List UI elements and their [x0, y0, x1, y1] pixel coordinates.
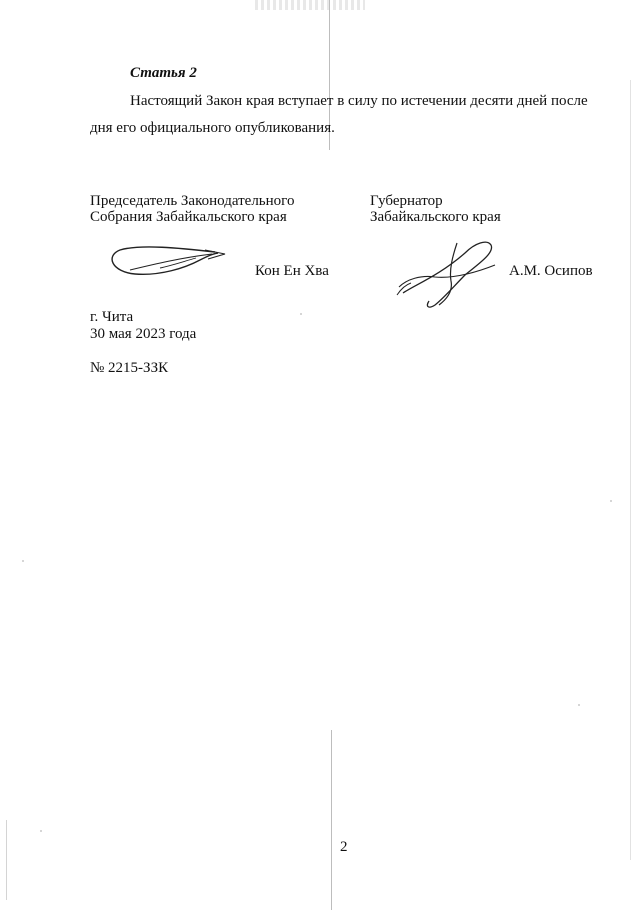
scan-header-noise [255, 0, 365, 10]
right-signatory-title-line-2: Забайкальского края [370, 209, 501, 225]
article-body-line-1: Настоящий Закон края вступает в силу по истечении десяти дней после [130, 93, 588, 109]
scan-speck [40, 830, 42, 832]
right-signature-image [395, 235, 505, 310]
scan-speck [22, 560, 24, 562]
left-signatory-title-line-2: Собрания Забайкальского края [90, 209, 287, 225]
right-signatory-title-line-1: Губернатор [370, 193, 443, 209]
scan-left-edge [6, 820, 7, 900]
left-signatory-name: Кон Ен Хва [255, 263, 329, 279]
scan-fold-line-bottom [331, 730, 332, 910]
right-signatory-name: А.М. Осипов [509, 263, 593, 279]
left-signature-image [100, 240, 230, 285]
scan-speck [610, 500, 612, 502]
place: г. Чита [90, 309, 134, 325]
left-signatory-title-line-1: Председатель Законодательного [90, 193, 295, 209]
scan-right-edge [630, 80, 631, 860]
date: 30 мая 2023 года [90, 326, 197, 342]
page-number: 2 [340, 839, 348, 855]
article-body-line-2: дня его официального опубликования. [90, 120, 335, 136]
scan-speck [578, 704, 580, 706]
scan-speck [300, 313, 302, 315]
law-number: № 2215-ЗЗК [90, 360, 169, 376]
article-heading: Статья 2 [130, 65, 197, 81]
